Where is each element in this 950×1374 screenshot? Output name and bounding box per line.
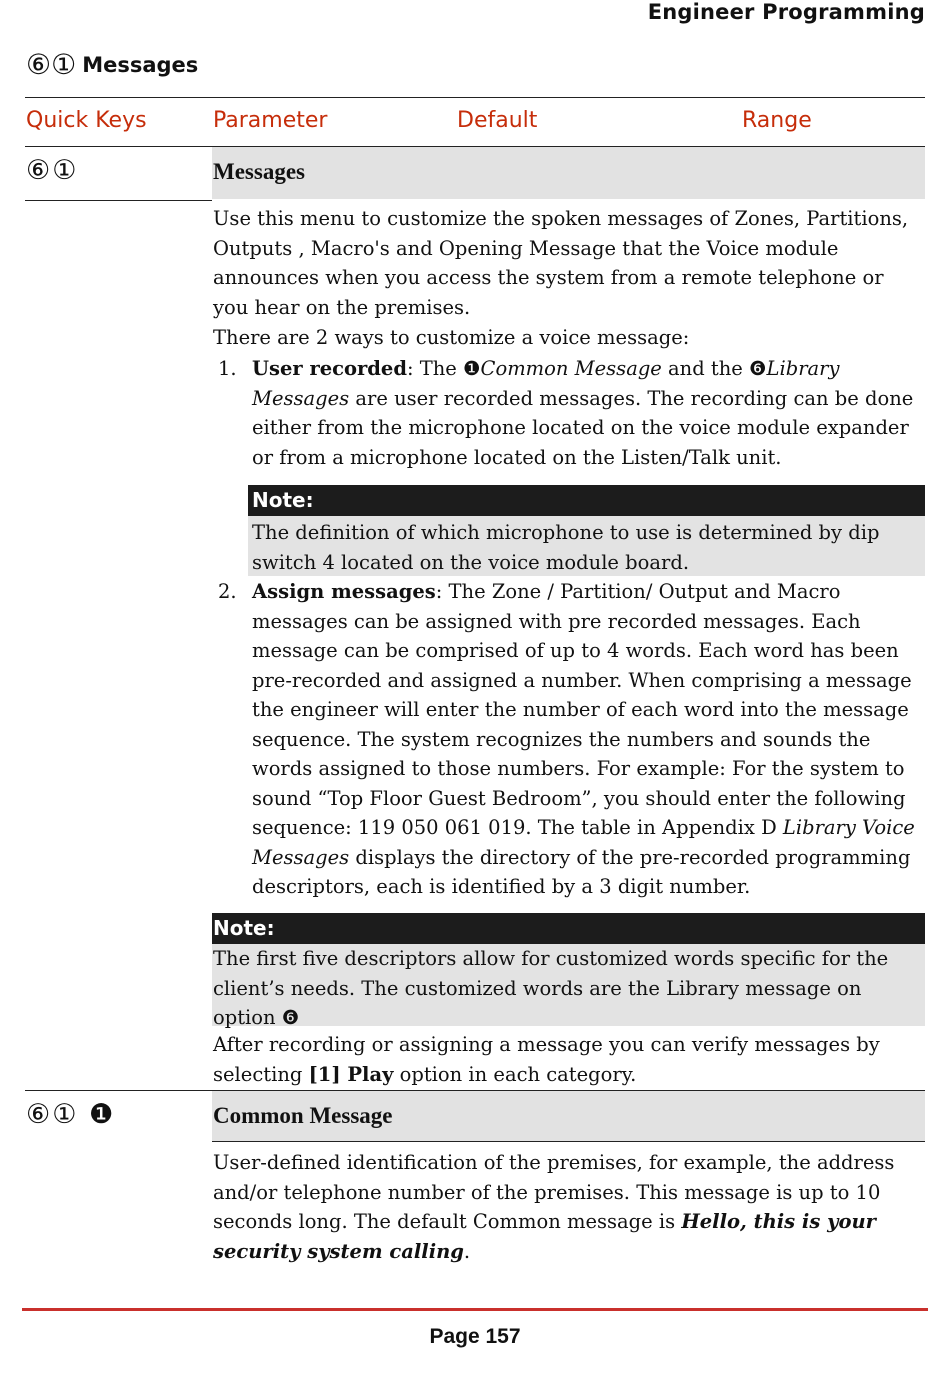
row-quick-keys: ⑥①	[26, 155, 79, 186]
default-common-message: Hello, this is your security system calling	[213, 1210, 876, 1263]
library-messages-ref: Library Messages	[252, 357, 840, 410]
list-number-1: 1.	[218, 357, 237, 380]
list-number-2: 2.	[218, 580, 237, 603]
item1-text-b: and the	[661, 357, 750, 380]
column-header-parameter: Parameter	[213, 108, 328, 133]
common-message-paragraph	[213, 1148, 925, 1266]
ways-paragraph: There are 2 ways to customize a voice message:	[213, 326, 690, 349]
column-header-range: Range	[742, 108, 812, 133]
after-text-b: option in each category.	[393, 1062, 637, 1086]
circled-six-icon: ❻	[749, 357, 767, 380]
running-header: Engineer Programming	[647, 0, 925, 24]
row-quick-keys: ⑥① ❶	[26, 1099, 116, 1130]
play-option: [1] Play	[308, 1062, 394, 1086]
note-text	[212, 944, 925, 1029]
item1-text-a: : The	[406, 357, 464, 380]
item1-text-c: are user recorded messages. The recording can be done either from the microphone located on the voice module expander or from a microphone located on the Listen/Talk unit.	[252, 386, 914, 469]
row-title-common-message: Common Message	[212, 1091, 925, 1142]
column-header-default: Default	[457, 108, 538, 133]
common-text-a: User-defined identification of the premises, for example, the address and/or telephone number of the premises. This message is up to 10 seconds long. The default Common message is	[213, 1151, 895, 1233]
item2-text-b: displays the directory of the pre-recorded programming descriptors, each is identified by a 3 digit number.	[252, 845, 911, 898]
footer-rule	[22, 1308, 928, 1311]
after-text-a: After recording or assigning a message you can verify messages by selecting	[213, 1033, 880, 1086]
circled-one-icon: ❶	[463, 357, 481, 380]
list-item-assign-messages	[252, 577, 925, 902]
table-top-rule	[25, 97, 925, 98]
section-title-text: Messages	[82, 53, 199, 77]
note-text: The definition of which microphone to use is determined by dip switch 4 located on the voice module board.	[248, 516, 925, 576]
section-title	[26, 48, 198, 81]
row-title-messages: Messages	[212, 147, 925, 199]
item2-text-a: : The Zone / Partition/ Output and Macro messages can be assigned with pre recorded messages. Each message can be comprised of up to 4 words. Each word has been pre-recorded and assigned a number. When comprising a message the engineer will enter the number of each word into the message sequence. The system recognizes the numbers and sounds the words assigned to those numbers. For example: For the system to sound “Top Floor Guest Bedroom”, you should enter the following sequence: 119 050 061 019. The table in Appendix D	[252, 580, 912, 839]
circled-six-icon: ❻	[281, 1006, 300, 1029]
common-message-ref: Common Message	[480, 357, 662, 380]
section-quick-keys: ⑥①	[26, 48, 77, 81]
note-label: Note:	[212, 913, 925, 944]
user-recorded-label: User recorded	[252, 357, 407, 380]
column-header-quick-keys: Quick Keys	[26, 108, 147, 133]
common-text-b: .	[463, 1239, 471, 1263]
assign-messages-label: Assign messages	[252, 580, 436, 603]
list-item-user-recorded	[252, 354, 927, 472]
intro-paragraph: Use this menu to customize the spoken messages of Zones, Partitions, Outputs , Macro's and Opening Message that the Voice module announces when you access the system from a remote telephone or you hear on the premises.	[213, 207, 909, 319]
page-number: Page 157	[429, 1325, 521, 1348]
library-voice-messages-ref: Library Voice Messages	[252, 816, 915, 869]
note2-text: The first five descriptors allow for customized words specific for the client’s needs. The customized words are the Library message on option	[213, 947, 889, 1029]
after-paragraph	[213, 1030, 925, 1089]
row-divider	[25, 200, 212, 201]
note-label: Note:	[248, 485, 925, 516]
